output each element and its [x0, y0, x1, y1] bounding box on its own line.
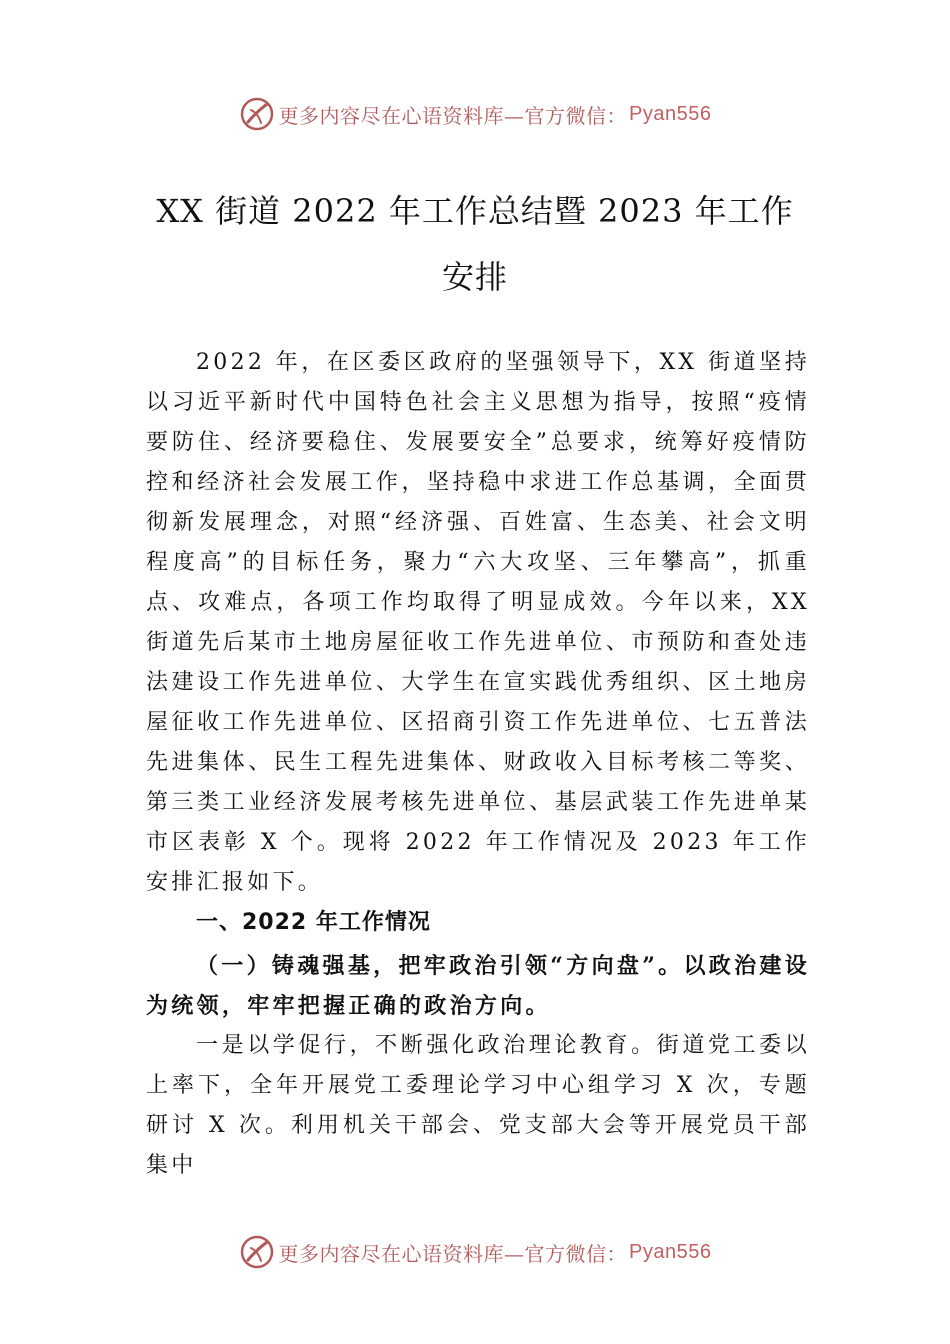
watermark-handle: Pyan556	[629, 1240, 712, 1263]
watermark-text: 更多内容尽在心语资料库—官方微信：	[278, 103, 628, 128]
watermark-header	[0, 94, 950, 134]
watermark-footer	[0, 1232, 950, 1272]
subsection-heading: （一）铸魂强基，把牢政治引领“方向盘”。以政治建设为统领，牢牢把握正确的政治方向。	[146, 953, 810, 1019]
brush-logo-icon	[239, 96, 275, 132]
brush-logo-icon	[239, 1234, 275, 1270]
document-title-line2: 安排	[441, 258, 508, 296]
watermark-text: 更多内容尽在心语资料库—官方微信：	[278, 1241, 628, 1266]
intro-paragraph: 2022 年，在区委区政府的坚强领导下，XX 街道坚持以习近平新时代中国特色社会主义思想为指导，按照“疫情要防住、经济要稳住、发展要安全”总要求，统筹好疫情防控和经济社会发展工作，坚持稳中求进工作总基调，全面贯彻新发展理念，对照“经济强、百姓富、生态美、社会文明程度高”的目标任务，聚力“六大攻坚、三年攀高”，抓重点、攻难点，各项工作均取得了明显成效。今年以来，XX 街道先后某市土地房屋征收工作先进单位、市预防和查处违法建设工作先进单位、大学生在宣实践优秀组织、区土地房屋征收工作先进单位、区招商引资工作先进单位、七五普法先进集体、民生工程先进集体、财政收入目标考核二等奖、第三类工业经济发展考核先进单位、基层武装工作先进单某市区表彰 X 个。现将 2022 年工作情况及 2023 年工作安排汇报如下。	[146, 350, 810, 895]
document-title-line1: XX 街道 2022 年工作总结暨 2023 年工作	[156, 192, 794, 230]
section-heading: 一、2022 年工作情况	[196, 910, 431, 935]
body-paragraph: 一是以学促行，不断强化政治理论教育。街道党工委以上率下，全年开展党工委理论学习中心组学习 X 次，专题研讨 X 次。利用机关干部会、党支部大会等开展党员干部集中	[146, 1033, 810, 1178]
watermark-handle: Pyan556	[629, 102, 712, 125]
